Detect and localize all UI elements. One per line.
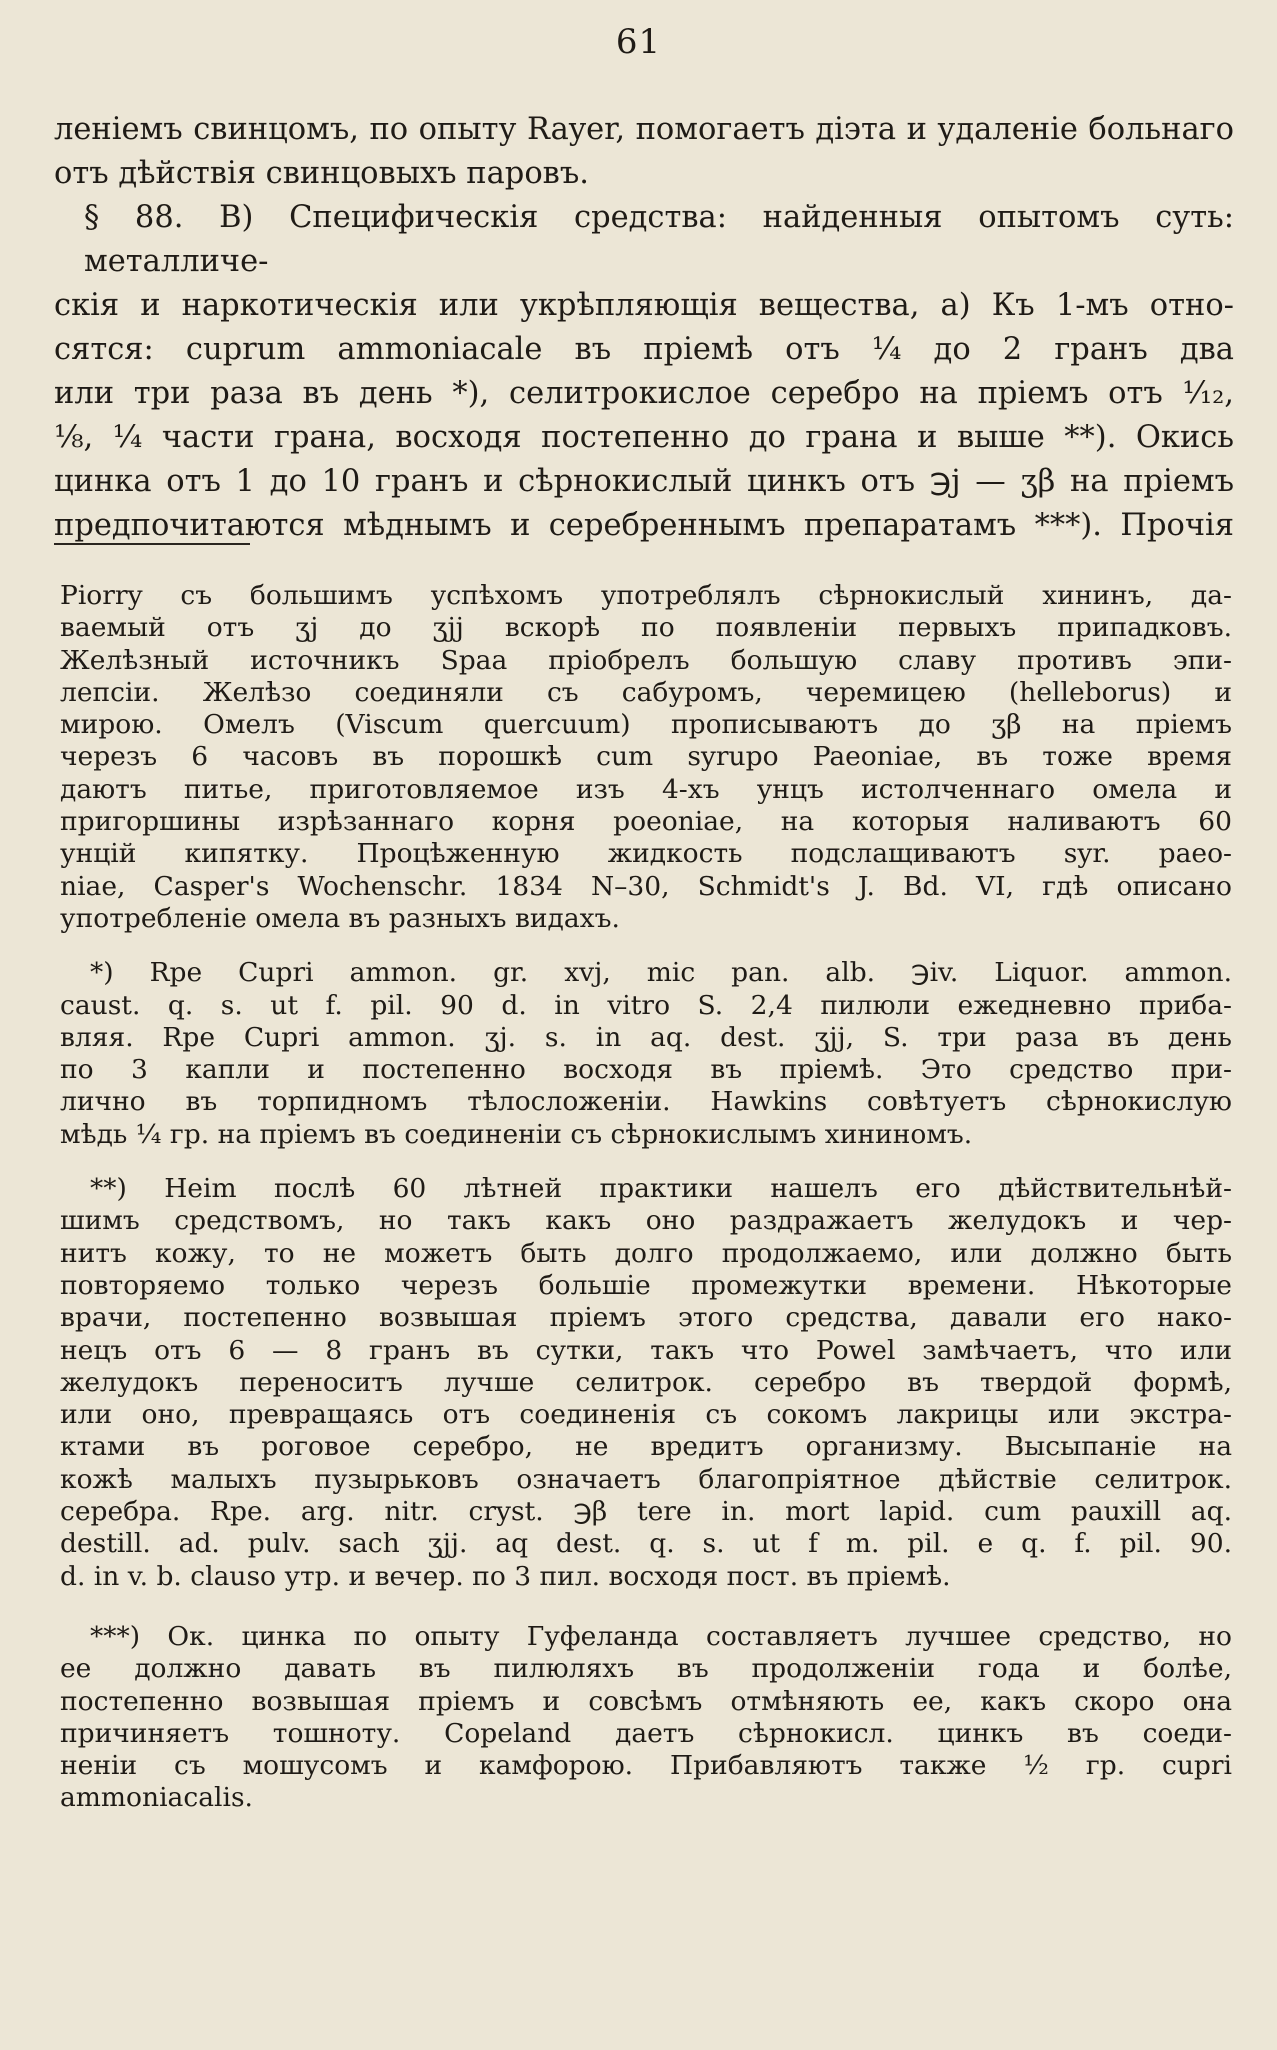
footnote-line: желудокъ переноситъ лучше селитрок. серебро въ твердой формѣ,	[60, 1366, 1232, 1398]
footnote-line: черезъ 6 часовъ въ порошкѣ cum syrupo Paeoniae, въ тоже время	[60, 741, 1232, 773]
footnote-line: повторяемо только черезъ большіе промежутки времени. Нѣкоторые	[60, 1269, 1232, 1301]
footnote-continuation	[60, 580, 1232, 935]
footnote-line: пригоршины изрѣзаннаго корня poeoniae, на которыя наливаютъ 60	[60, 806, 1232, 838]
footnote-line: destill. ad. pulv. sach ʒjj. aq dest. q. s. ut f m. pil. e q. f. pil. 90.	[60, 1528, 1232, 1560]
main-line: ⅛, ¼ части грана, восходя постепенно до грана и выше **). Окись	[54, 420, 1234, 455]
main-line: цинка отъ 1 до 10 гранъ и сѣрнокислый цинкъ отъ ℈j — ʒβ на пріемъ	[54, 464, 1234, 499]
footnote-line: неніи съ мошусомъ и камфорою. Прибавляютъ также ½ гр. cupri	[60, 1750, 1232, 1782]
footnote-line: шимъ средствомъ, но такъ какъ оно раздражаетъ желудокъ и чер-	[60, 1205, 1232, 1237]
footnote-line: d. in v. b. clauso утр. и вечер. по 3 пил. восходя пост. въ пріемѣ.	[60, 1560, 951, 1592]
footnote-1	[60, 957, 1232, 1151]
main-text	[54, 108, 1234, 548]
footnote-line: лично въ торпидномъ тѣлосложеніи. Hawkins совѣтуетъ сѣрнокислую	[60, 1086, 1232, 1118]
main-line: предпочитаются мѣднымъ и серебреннымъ препаратамъ ***). Прочія	[54, 508, 1234, 543]
footnote-line: ***) Ок. цинка по опыту Гуфеланда составляетъ лучшее средство, но	[90, 1620, 1232, 1652]
footnote-line: по 3 капли и постепенно восходя въ пріемѣ. Это средство при-	[60, 1054, 1232, 1086]
footnote-line: ammoniacalis.	[60, 1782, 253, 1814]
footnote-line: **) Heim послѣ 60 лѣтней практики нашелъ его дѣйствительнѣй-	[90, 1173, 1232, 1205]
footnote-line: унцій кипятку. Процѣженную жидкость подслащиваютъ syr. paeo-	[60, 838, 1232, 870]
main-line: сятся: cuprum ammoniacale въ пріемѣ отъ ¼ до 2 гранъ два	[54, 332, 1234, 367]
footnote-line: врачи, постепенно возвышая пріемъ этого средства, давали его нако-	[60, 1302, 1232, 1334]
footnote-2	[60, 1173, 1232, 1593]
page-number: 61	[615, 22, 662, 62]
footnote-line: употребленіе омела въ разныхъ видахъ.	[60, 902, 620, 934]
footnote-line: ваемый отъ ʒj до ʒjj вскорѣ по появленіи первыхъ припадковъ.	[60, 612, 1232, 644]
main-line: скія и наркотическія или укрѣпляющія вещества, a) Къ 1-мъ отно-	[54, 288, 1234, 323]
footnote-line: постепенно возвышая пріемъ и совсѣмъ отмѣняють ее, какъ скоро она	[60, 1685, 1232, 1717]
footnote-separator	[54, 543, 250, 545]
footnote-line: niae, Casper's Wochenschr. 1834 N–30, Schmidt's J. Bd. VI, гдѣ описано	[60, 870, 1232, 902]
footnote-line: мирою. Омелъ (Viscum quercuum) прописываютъ до ʒβ на пріемъ	[60, 709, 1232, 741]
footnote-line: серебра. Rpe. arg. nitr. cryst. ℈β tere in. mort lapid. cum pauxill aq.	[60, 1496, 1232, 1528]
footnote-line: Piorry съ большимъ успѣхомъ употреблялъ сѣрнокислый хининъ, да-	[60, 580, 1232, 611]
footnote-line: *) Rpe Cupri ammon. gr. xvj, mic pan. alb. ℈iv. Liquor. ammon.	[90, 957, 1232, 989]
footnote-line: причиняетъ тошноту. Copeland даетъ сѣрнокисл. цинкъ въ соеди-	[60, 1717, 1232, 1749]
main-line: леніемъ свинцомъ, по опыту Rayer, помогаетъ діэта и удаленіе больнаго	[54, 112, 1234, 147]
footnote-line: вляя. Rpe Cupri ammon. ʒj. s. in aq. dest. ʒjj, S. три раза въ день	[60, 1021, 1232, 1053]
footnotes	[60, 580, 1232, 1815]
footnote-line: кожѣ малыхъ пузырьковъ означаетъ благопріятное дѣйствіе селитрок.	[60, 1463, 1232, 1495]
footnote-line: лепсіи. Желѣзо соединяли съ сабуромъ, черемицею (helleborus) и	[60, 676, 1232, 708]
footnote-line: Желѣзный источникъ Spaa пріобрелъ большую славу противъ эпи-	[60, 644, 1232, 676]
footnote-line: ктами въ роговое серебро, не вредитъ организму. Высыпаніе на	[60, 1431, 1232, 1463]
footnote-line: ее должно давать въ пилюляхъ въ продолженіи года и болѣе,	[60, 1653, 1232, 1685]
main-line: § 88. B) Специфическія средства: найденныя опытомъ суть: металличе-	[84, 200, 1234, 279]
footnote-line: нецъ отъ 6 — 8 гранъ въ сутки, такъ что Powel замѣчаетъ, что или	[60, 1334, 1232, 1366]
main-line: или три раза въ день *), селитрокислое серебро на пріемъ отъ ¹⁄₁₂,	[54, 376, 1234, 411]
footnote-line: caust. q. s. ut f. pil. 90 d. in vitro S. 2,4 пилюли ежедневно приба-	[60, 989, 1232, 1021]
footnote-line: нитъ кожу, то не можетъ быть долго продолжаемо, или должно быть	[60, 1237, 1232, 1269]
footnote-line: даютъ питье, приготовляемое изъ 4-хъ унцъ истолченнаго омела и	[60, 773, 1232, 805]
footnote-3	[60, 1621, 1232, 1815]
main-line: отъ дѣйствія свинцовыхъ паровъ.	[54, 156, 589, 191]
footnote-line: или оно, превращаясь отъ соединенія съ сокомъ лакрицы или экстра-	[60, 1399, 1232, 1431]
footnote-line: мѣдь ¼ гр. на пріемъ въ соединеніи съ сѣрнокислымъ хининомъ.	[60, 1118, 973, 1150]
